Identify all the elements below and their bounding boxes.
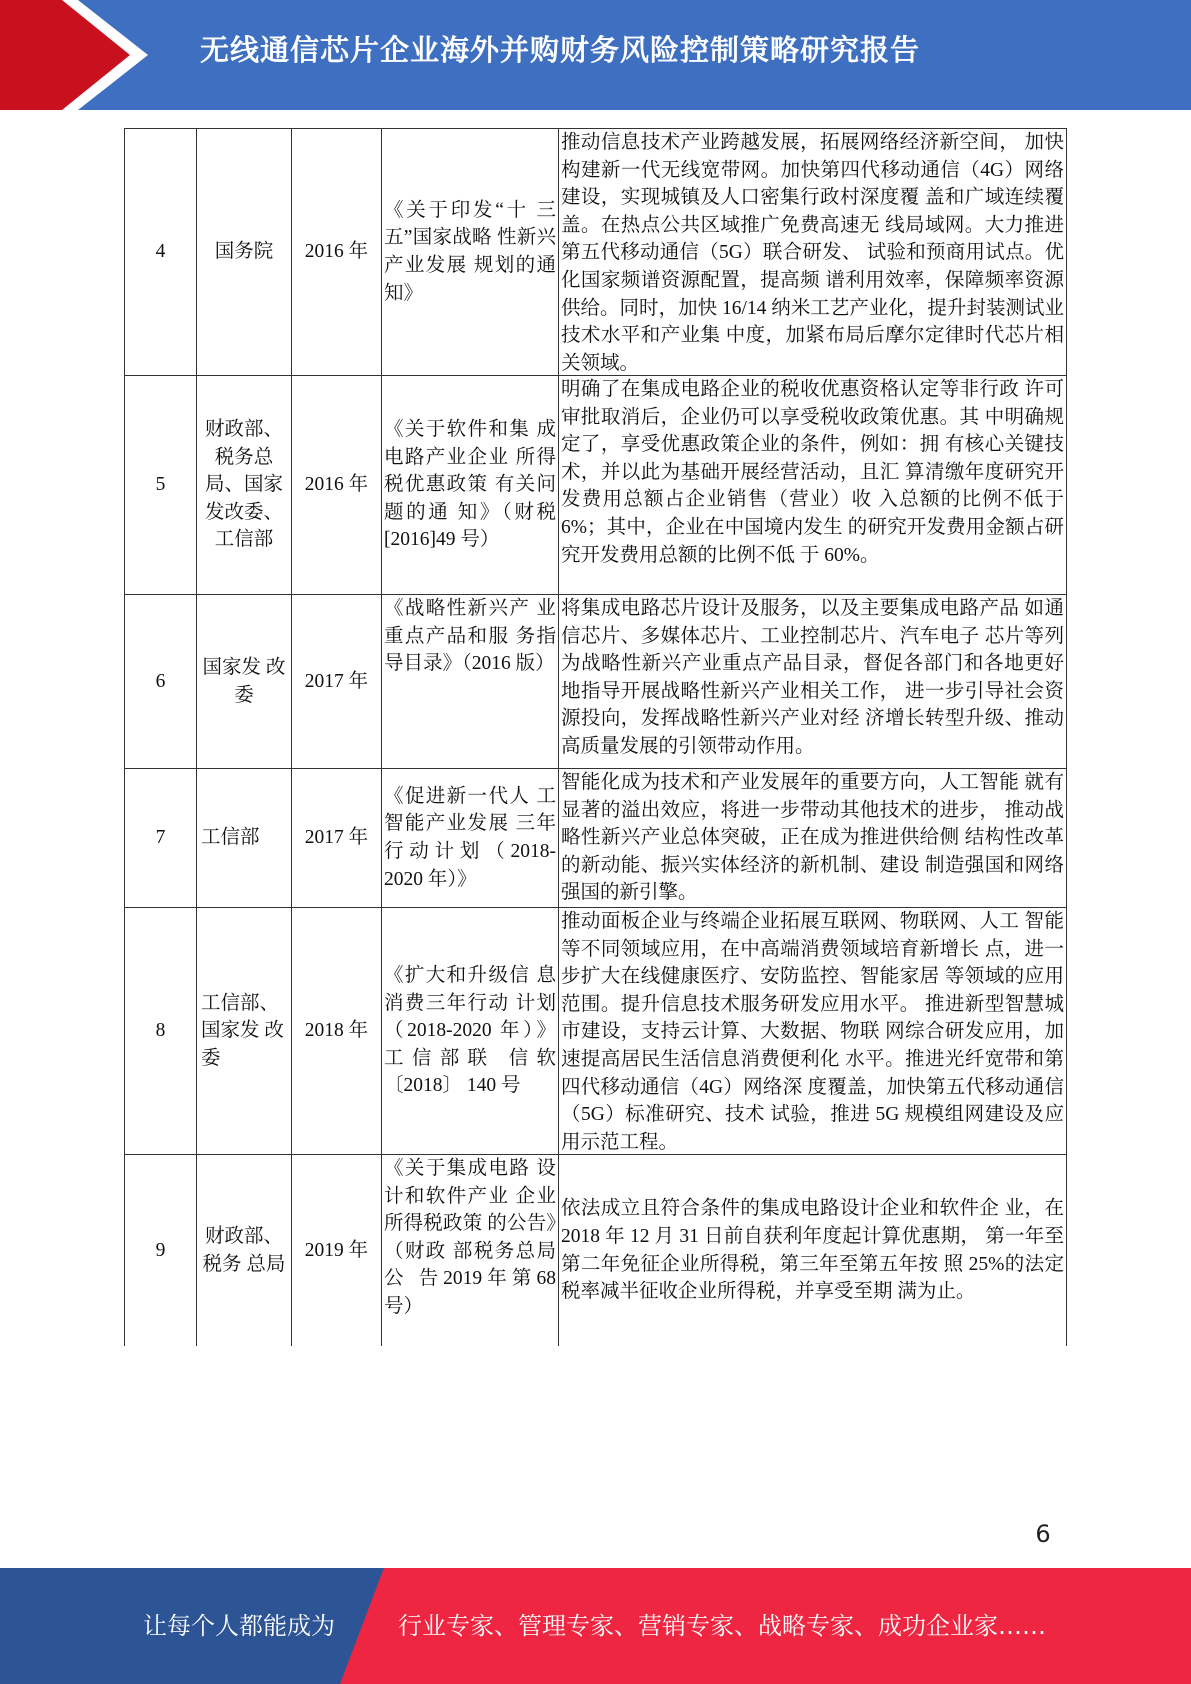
policy-description: 推动面板企业与终端企业拓展互联网、物联网、人工 智能等不同领域应用，在中高端消费领域培育新增长 点，进一步扩大在线健康医疗、安防监控、智能家居 等领域的应用范围。提升信息技术服务研发应用水平。 推进新型智慧城市建设，支持云计算、大数据、物联 网综合研发应用，加速提高居民生活信息消费便利化 水平。推进光纤宽带和第四代移动通信（4G）网络深 度覆盖，加快第五代移动通信（5G）标准研究、技术 试验，推进 5G 规模组网建设及应用示范工程。 [558,908,1067,1154]
document-title: 无线通信芯片企业海外并购财务风险控制策略研究报告 [200,33,921,67]
policy-description: 明确了在集成电路企业的税收优惠资格认定等非行政 许可审批取消后，企业仍可以享受税收政策优惠。其 中明确规定了，享受优惠政策企业的条件，例如：拥 有核心关键技术，并以此为基础开展经营活动，且汇 算清缴年度研究开发费用总额占企业销售（营业）收 入总额的比例不低于 6%；其中，企业在中国境内发生 的研究开发费用金额占研究开发费用总额的比例不低 于 60%。 [558,376,1067,594]
policy-document: 《战略性新兴产 业重点产品和服 务指导目录》（2016 版） [381,595,558,768]
issue-year: 2017 年 [291,769,381,907]
header-chevron-icon [0,0,150,110]
row-number: 5 [124,376,196,594]
footer-slogan-left: 让每个人都能成为 [143,1612,335,1640]
table-row [124,1154,1067,1346]
policy-description: 将集成电路芯片设计及服务，以及主要集成电路产品 如通信芯片、多媒体芯片、工业控制芯片、汽车电子 芯片等列为战略性新兴产业重点产品目录，督促各部门和各地更好地指导开展战略性新兴产业相关工作， 进一步引导社会资源投向，发挥战略性新兴产业对经 济增长转型升级、推动高质量发展的引领带动作用。 [558,595,1067,768]
issuing-department: 财政部、 税务总 局、国家 发改委、 工信部 [196,376,291,594]
policy-description: 推动信息技术产业跨越发展，拓展网络经济新空间， 加快构建新一代无线宽带网。加快第四代移动通信（4G）网络建设，实现城镇及人口密集行政村深度覆 盖和广域连续覆盖。在热点公共区域推广免费高速无 线局域网。大力推进第五代移动通信（5G）联合研发、 试验和预商用试点。优化国家频谱资源配置，提高频 谱利用效率，保障频率资源供给。同时，加快 16/14 纳米工艺产业化，提升封装测试业技术水平和产业集 中度，加紧布局后摩尔定律时代芯片相关领域。 [558,129,1067,375]
issuing-department: 国家发 改委 [196,595,291,768]
footer-slogan-right: 行业专家、管理专家、营销专家、战略专家、成功企业家…… [398,1612,1046,1640]
issue-year: 2019 年 [291,1155,381,1346]
page-footer [0,1568,1191,1684]
table-row [124,907,1067,1154]
policy-document: 《关于软件和集 成电路产业企业 所得税优惠政策 有关问题的通 知》（财税[2016]49 号） [381,376,558,594]
issuing-department: 国务院 [196,129,291,375]
issue-year: 2016 年 [291,129,381,375]
policy-document: 《扩大和升级信 息消费三年行动 计划（2018-2020 年）》工信部联 信软〔2018〕 140 号 [381,908,558,1154]
policy-table [124,128,1067,1346]
policy-document: 《促进新一代人 工智能产业发展 三年行动计划（2018-2020 年）》 [381,769,558,907]
row-number: 7 [124,769,196,907]
issuing-department: 财政部、 税务 总局 [196,1155,291,1346]
policy-description: 依法成立且符合条件的集成电路设计企业和软件企 业，在 2018 年 12 月 31 日前自获利年度起计算优惠期， 第一年至第二年免征企业所得税，第三年至第五年按 照 25%的法定税率减半征收企业所得税，并享受至期 满为止。 [558,1155,1067,1346]
policy-document: 《关于集成电路 设计和软件产业 企业所得税政策 的公告》（财政 部税务总局公 告2019年第68 号） [381,1155,558,1346]
page-header [0,0,1191,110]
policy-description: 智能化成为技术和产业发展年的重要方向，人工智能 就有显著的溢出效应，将进一步带动其他技术的进步， 推动战略性新兴产业总体突破，正在成为推进供给侧 结构性改革的新动能、振兴实体经济的新机制、建设 制造强国和网络强国的新引擎。 [558,769,1067,907]
issuing-department: 工信部、 国家发 改委 [196,908,291,1154]
issuing-department: 工信部 [196,769,291,907]
issue-year: 2018 年 [291,908,381,1154]
policy-document: 《关于印发“十 三五”国家战略 性新兴产业发展 规划的通知》 [381,129,558,375]
issue-year: 2017 年 [291,595,381,768]
issue-year: 2016 年 [291,376,381,594]
row-number: 9 [124,1155,196,1346]
row-number: 8 [124,908,196,1154]
row-number: 6 [124,595,196,768]
table-row [124,375,1067,594]
row-number: 4 [124,129,196,375]
table-row [124,594,1067,768]
table-row [124,768,1067,907]
page-number: 6 [1035,1520,1051,1548]
table-row [124,128,1067,375]
